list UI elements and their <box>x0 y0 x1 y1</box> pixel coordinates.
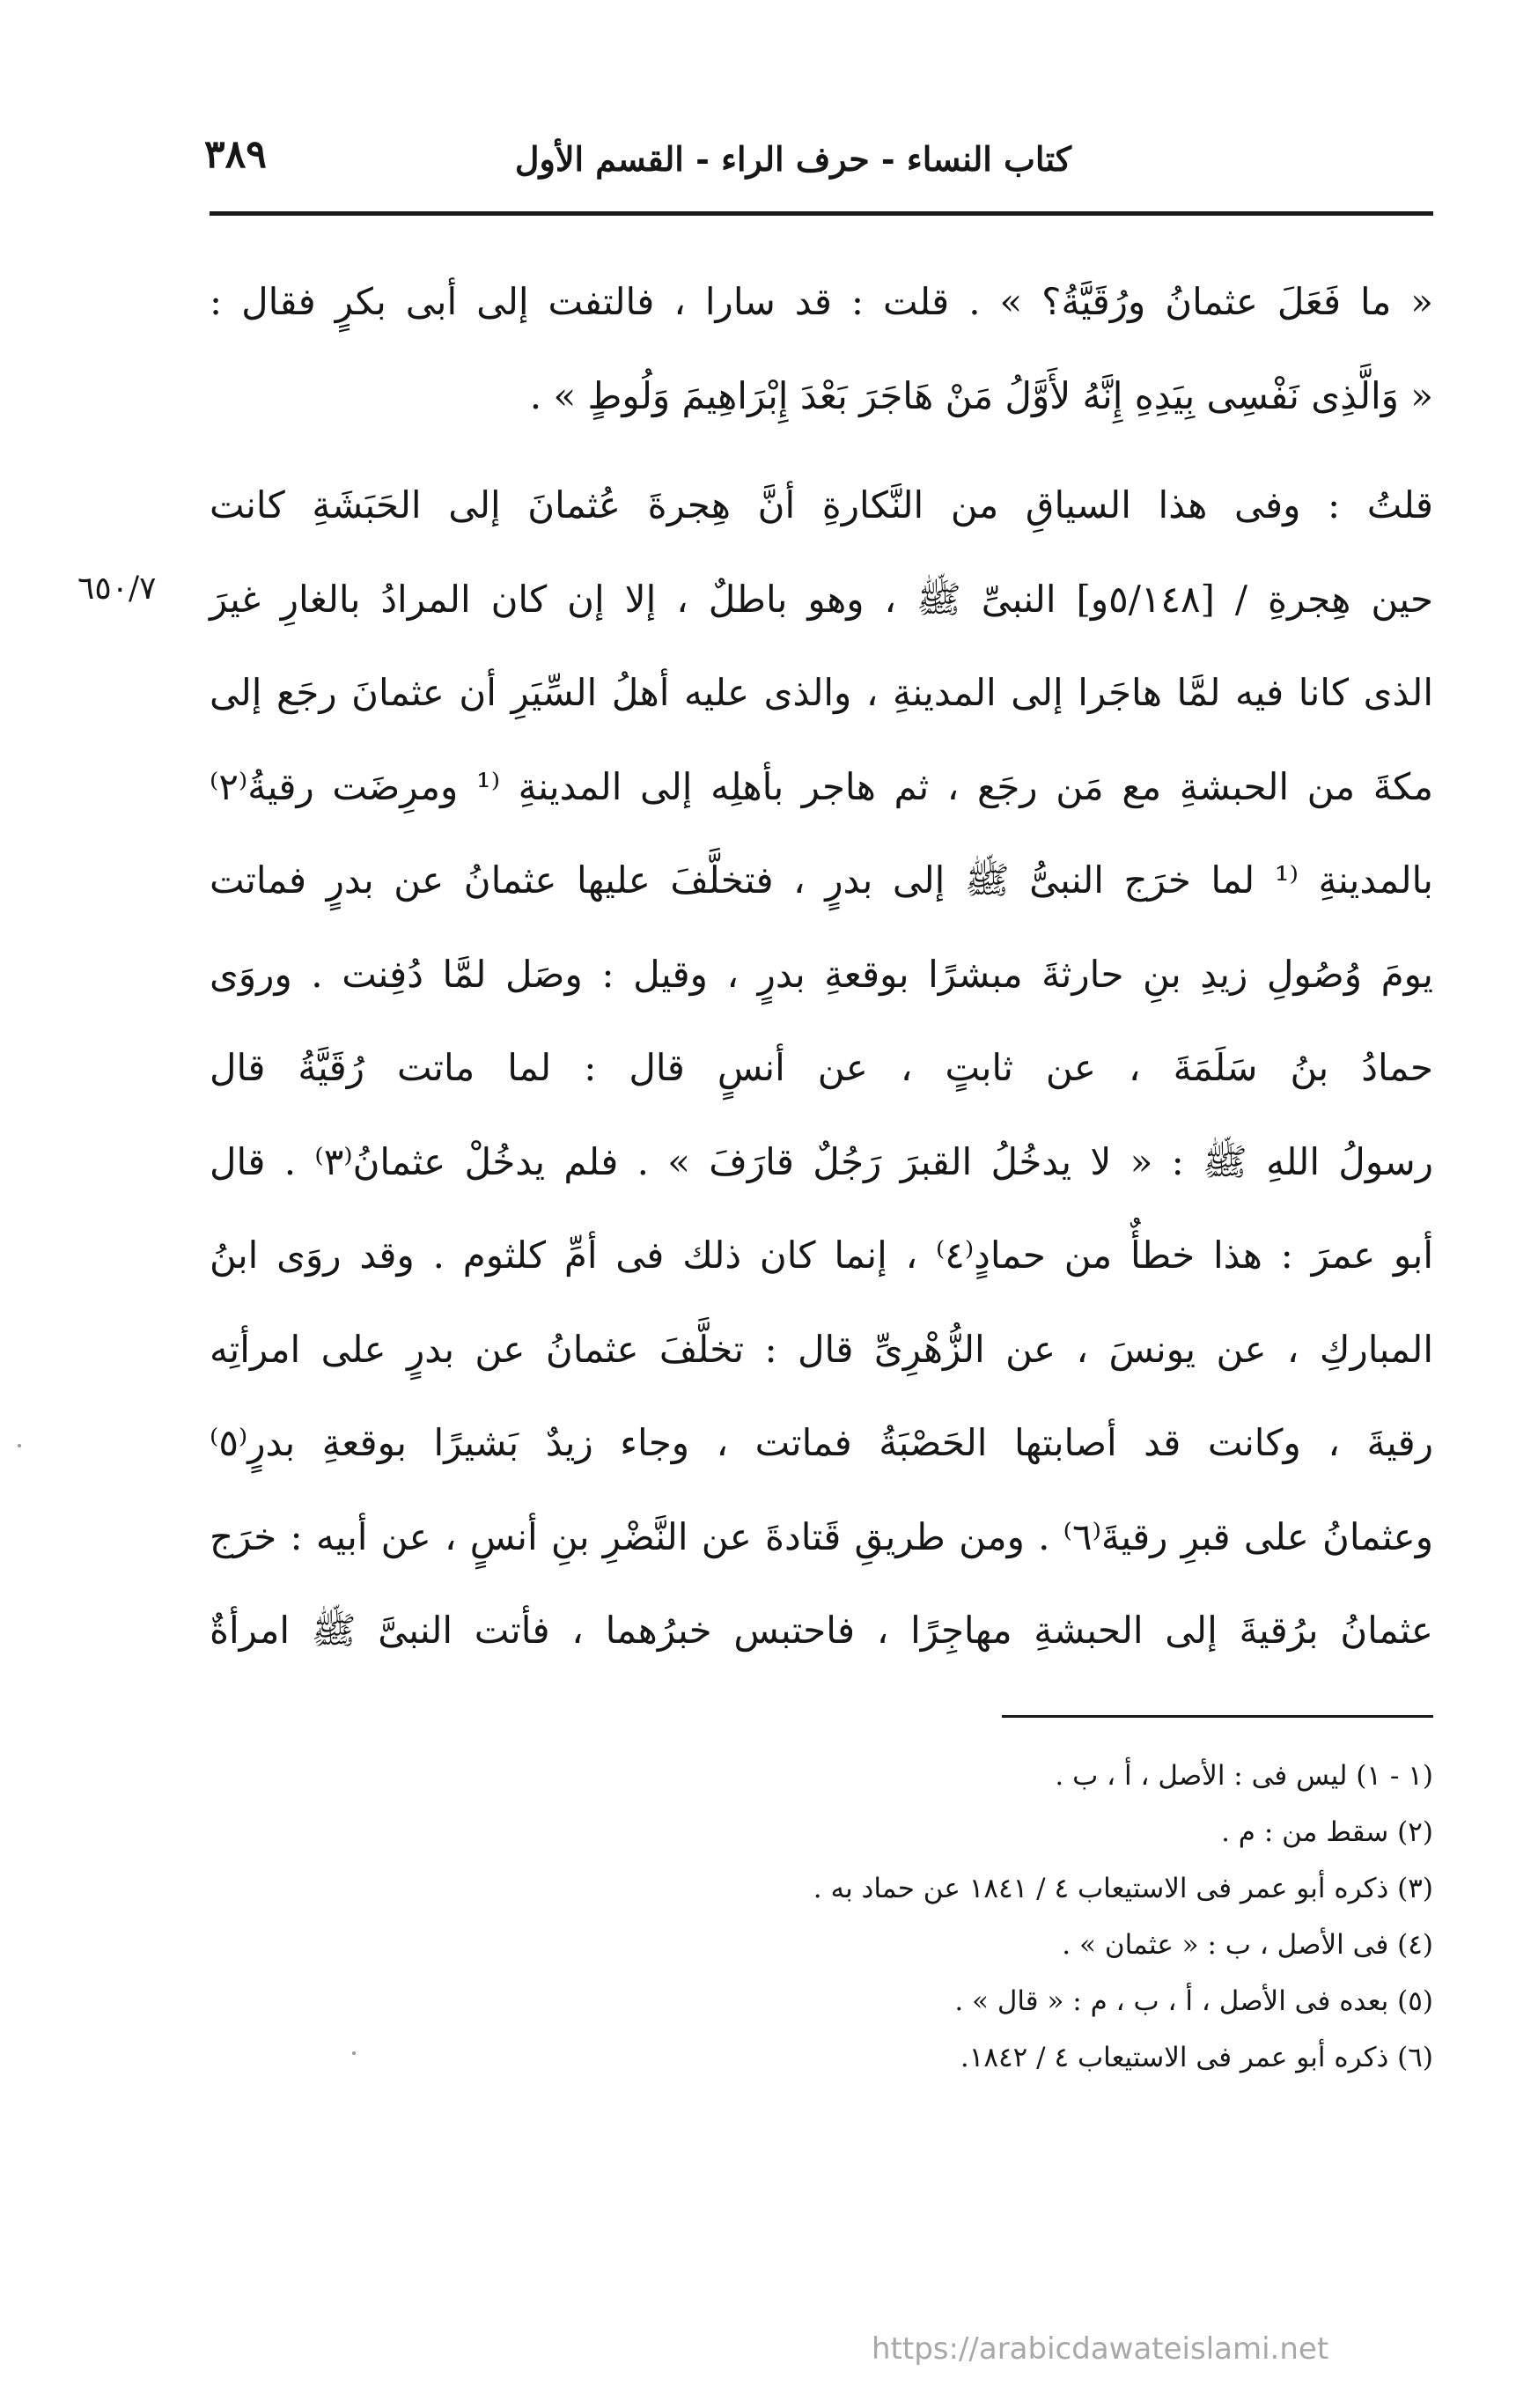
text-line: رقيةَ ، وكانت قد أصابتها الحَصْبَةُ فماتت ، وجاء زيدٌ بَشيرًا بوقعةِ بدرٍ⁽٥⁾ <box>210 1421 1433 1464</box>
text-line: « ما فَعَلَ عثمانُ ورُقَيَّةُ؟ » . قلت : قد سارا ، فالتفت إلى أبى بكرٍ فقال : <box>210 280 1433 323</box>
text-line: عثمانُ برُقيةَ إلى الحبشةِ مهاجِرًا ، فاحتبس خبرُهما ، فأتت النبىَّ ﷺ امرأةٌ <box>210 1609 1433 1652</box>
text-line: « وَالَّذِى نَفْسِى بِيَدِهِ إِنَّهُ لأَوَّلُ مَنْ هَاجَرَ بَعْدَ إِبْرَاهِيمَ وَلُوطٍ » . <box>529 373 1433 417</box>
footnote: (٤) فى الأصل ، ب : « عثمان » . <box>1062 1929 1433 1961</box>
header-title: كتاب النساء - حرف الراء - القسم الأول <box>514 139 1071 179</box>
text-line: المباركِ ، عن يونسَ ، عن الزُّهْرِىِّ قال : تخلَّفَ عثمانُ عن بدرٍ على امرأتِه <box>210 1327 1433 1371</box>
scan-speck <box>18 1444 21 1447</box>
text-line: قلتُ : وفى هذا السياقِ من النَّكارةِ أنَّ هِجرةَ عُثمانَ إلى الحَبَشَةِ كانت <box>210 483 1433 527</box>
paragraph <box>210 459 1433 1678</box>
footnote: (٥) بعده فى الأصل ، أ ، ب ، م : « قال » . <box>954 1985 1433 2017</box>
text-line: مكةَ من الحبشةِ مع مَن رجَع ، ثم هاجر بأهلِه إلى المدينةِ ⁽¹ ومرِضَت رقيةُ⁽٢⁾ <box>210 764 1433 808</box>
paragraph-gap <box>210 443 1433 459</box>
text-line: حين هِجرةِ / [٥/١٤٨و] النبىِّ ﷺ ، وهو باطلٌ ، إلا إن كان المرادُ بالغارِ غيرَ <box>210 577 1433 621</box>
text-line: رسولُ اللهِ ﷺ : « لا يدخُلُ القبرَ رَجُلٌ قارَفَ » . فلم يدخُلْ عثمانُ⁽٣⁾ . قال <box>210 1139 1433 1183</box>
scan-speck <box>352 2051 356 2055</box>
text-line: الذى كانا فيه لمَّا هاجَرا إلى المدينةِ ، والذى عليه أهلُ السِّيَرِ أن عثمانَ رجَع إلى <box>210 671 1433 714</box>
text-line: وعثمانُ على قبرِ رقيةَ⁽٦⁾ . ومن طريقِ قَتادةَ عن النَّضْرِ بنِ أنسٍ ، عن أبيه : خرَج <box>210 1514 1433 1558</box>
footnote-divider <box>1002 1715 1433 1718</box>
text-line: يومَ وُصُولِ زيدِ بنِ حارثةَ مبشرًا بوقعةِ بدرٍ ، وقيل : وصَل لمَّا دُفِنت . وروَى <box>210 952 1433 996</box>
footnote: (١ - ١) ليس فى : الأصل ، أ ، ب . <box>1055 1760 1433 1792</box>
text-line: حمادُ بنُ سَلَمَةَ ، عن ثابتٍ ، عن أنسٍ قال : لما ماتت رُقَيَّةُ قال <box>210 1046 1433 1089</box>
text-line: بالمدينةِ ⁽¹ لما خرَج النبىُّ ﷺ إلى بدرٍ ، فتخلَّفَ عليها عثمانُ عن بدرٍ فماتت <box>210 858 1433 902</box>
paragraph <box>210 255 1433 443</box>
footnote: (٣) ذكره أبو عمر فى الاستيعاب ٤ / ١٨٤١ عن حماد به . <box>813 1873 1433 1904</box>
main-text <box>210 255 1433 1678</box>
header-divider <box>210 211 1433 216</box>
footnote: (٦) ذكره أبو عمر فى الاستيعاب ٤ / ١٨٤٢. <box>960 2042 1433 2073</box>
page-number: ٣٨٩ <box>204 132 267 177</box>
watermark: https://arabicdawateislami.net <box>872 2331 1329 2367</box>
text-line: أبو عمرَ : هذا خطأٌ من حمادٍ⁽٤⁾ ، إنما كان ذلك فى أمِّ كلثوم . وقد روَى ابنُ <box>210 1233 1433 1277</box>
footnotes <box>528 1748 1433 2086</box>
margin-reference: ٦٥٠/٧ <box>77 571 157 607</box>
footnote: (٢) سقط من : م . <box>1221 1816 1433 1848</box>
